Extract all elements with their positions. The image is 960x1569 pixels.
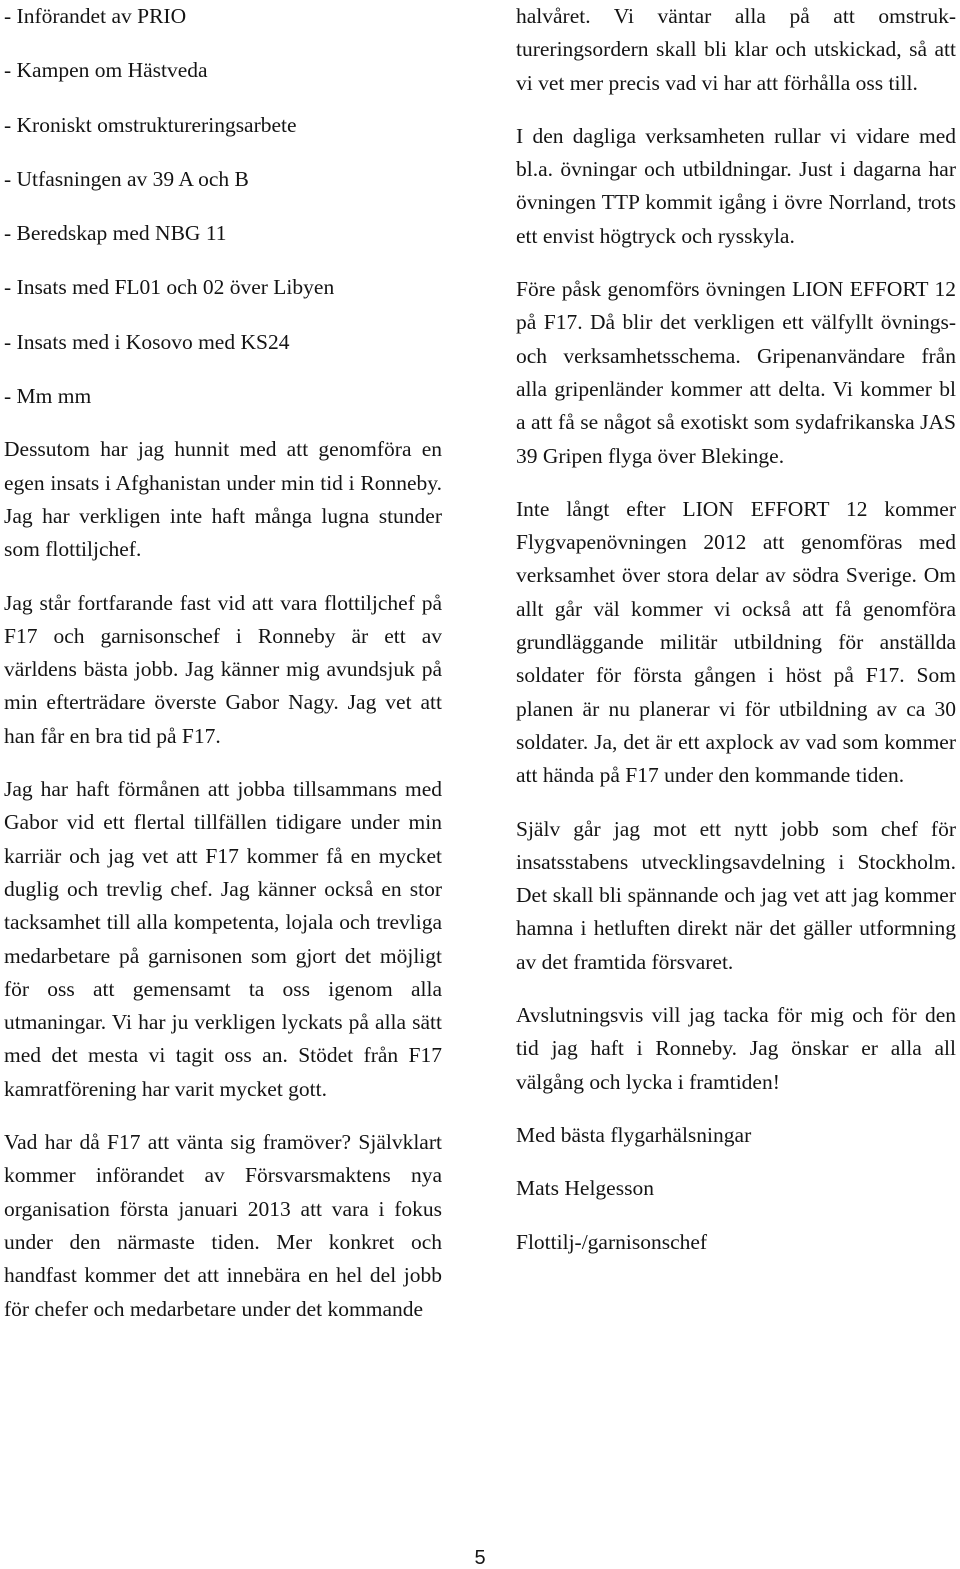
signature-title: Flottilj-/garnisonschef xyxy=(516,1229,708,1254)
list-item: - Införandet av PRIO xyxy=(4,4,187,28)
signature-name: Mats Helgesson xyxy=(516,1176,654,1201)
paragraph-thanks: Jag har haft förmånen att jobba tillsammans med Gabor vid ett flertal tillfällen tidigare under min karriär och jag vet att F17 kommer få en mycket duglig och trevlig chef. Jag känner också en stor tacksamhet till alla kompetenta, lojala och trevliga medarbetare på garnisonen som gjort det möjligt för oss att gemensamt ta oss igenom alla utmaningar. Vi har ju verkligen lyckats på alla sätt med det mesta vi tagit oss an. Stödet från F17 kamratförening har varit mycket gott. xyxy=(4,777,442,1101)
left-column xyxy=(4,0,442,1346)
right-column xyxy=(516,0,956,1279)
paragraph-new-job: Själv går jag mot ett nytt jobb som chef för insatsstabens utvecklingsavdelning i Stockholm. Det skall bli spännande och jag vet att jag kommer hamna i hetluften direkt när det gäller utformning av det framtida försvaret. xyxy=(516,816,956,974)
paragraph-farewell: Avslutningsvis vill jag tacka för mig och för den tid jag haft i Ronneby. Jag önskar er alla all välgång och lycka i framtiden! xyxy=(516,1003,956,1094)
list-item: - Beredskap med NBG 11 xyxy=(4,221,227,246)
paragraph-air-force-exercise: Inte långt efter LION EFFORT 12 kommer Flygvapenövningen 2012 att genomföras med verksamhet över stora delar av södra Sverige. Om allt går väl kommer vi också att få genomföra grundläggande militär utbildning för anställda soldater för första gången i höst på F17. Som planen är nu planerar vi för utbildning av ca 30 soldater. Ja, det är ett axplock av vad som kommer att hända på F17 under den kommande tiden. xyxy=(516,496,956,788)
list-item: - Mm mm xyxy=(4,384,92,409)
paragraph-best-job: Jag står fortfarande fast vid att vara flottiljchef på F17 och garnisonschef i Ronneby är ett av världens bästa jobb. Jag känner mig avundsjuk på min efterträdare överste Gabor Nagy. Jag vet att han får en bra tid på F17. xyxy=(4,590,442,748)
bullet-list xyxy=(4,0,442,413)
paragraph-daily-operations: I den dagliga verksamheten rullar vi vidare med bl.a. övningar och utbildningar. Just i dagarna har övningen TTP kommit igång i övre Norrland, trots ett envist högtryck och rysskyla. xyxy=(516,123,956,248)
page-number: 5 xyxy=(474,1547,486,1569)
list-item: - Insats med i Kosovo med KS24 xyxy=(4,329,290,354)
paragraph-lion-effort: Före påsk genomförs övningen LION EFFORT 12 på F17. Då blir det verkligen ett välfyllt övnings- och verksamhetsschema. Gripenanvändare från alla gripenländer kommer att delta. Vi kommer bl a att få se något så exotiskt som sydafrikanska JAS 39 Gripen flyga över Blekinge. xyxy=(516,277,956,468)
paragraph-outlook: Vad har då F17 att vänta sig framöver? Självklart kommer införandet av Försvarsmaktens nya organisation första januari 2013 att vara i fokus under den närmaste tiden. Mer konkret och handfast kommer det att innebära en hel del jobb för chefer och medarbetare under det kommande xyxy=(4,1130,442,1321)
list-item: - Utfasningen av 39 A och B xyxy=(4,166,249,191)
list-item: - Insats med FL01 och 02 över Libyen xyxy=(4,275,335,300)
list-item: - Kampen om Hästveda xyxy=(4,58,208,83)
closing-greeting: Med bästa flygarhälsningar xyxy=(516,1122,752,1147)
paragraph-reorganisation: halvåret. Vi väntar alla på att omstruktureringsordern skall bli klar och utskickad, så att vi vet mer precis vad vi har att förhålla oss till. xyxy=(516,4,956,95)
paragraph-afghanistan: Dessutom har jag hunnit med att genomföra en egen insats i Afghanistan under min tid i Ronneby. Jag har verkligen inte haft många lugna stunder som flottiljchef. xyxy=(4,437,442,562)
list-item: - Kroniskt omstruktureringsarbete xyxy=(4,112,297,137)
